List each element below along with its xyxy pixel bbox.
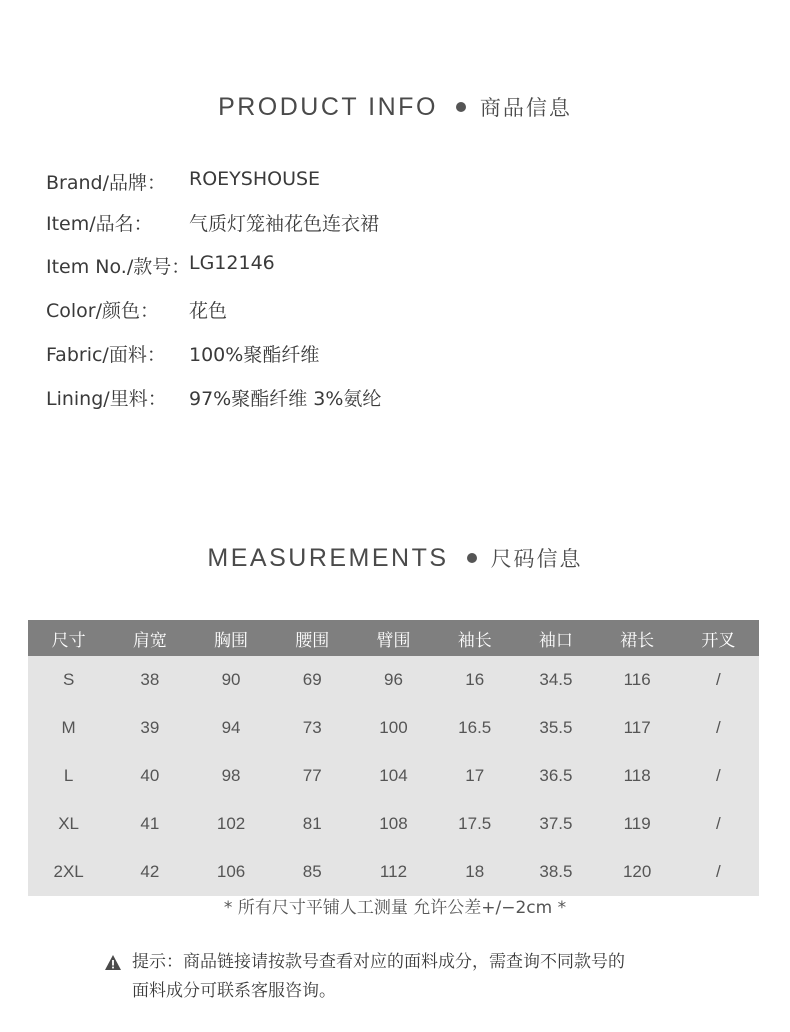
table-cell: 40 [109,752,190,800]
size-table [28,620,759,896]
table-cell: 94 [190,704,271,752]
product-info-title-zh: 商品信息 [479,96,572,120]
info-value: 97%聚酯纤维 3%氨纶 [189,388,382,410]
table-cell: L [28,752,109,800]
info-value: LG12146 [189,252,275,274]
table-cell: XL [28,800,109,848]
table-row [28,848,759,896]
info-key: Fabric/面料： [46,344,166,366]
product-info-title [0,92,790,122]
table-cell: 77 [272,752,353,800]
table-cell: M [28,704,109,752]
table-cell: 37.5 [515,800,596,848]
table-cell: 17 [434,752,515,800]
table-cell: 118 [597,752,678,800]
col-header-sleeve-length: 袖长 [434,620,515,656]
col-header-shoulder: 肩宽 [109,620,190,656]
info-value: ROEYSHOUSE [189,168,321,190]
table-cell: 120 [597,848,678,896]
table-cell: 42 [109,848,190,896]
info-key: Brand/品牌： [46,172,166,194]
table-cell: 100 [353,704,434,752]
info-key: Item/品名： [46,213,153,235]
table-cell: 96 [353,656,434,704]
warning-icon [104,954,122,972]
table-cell: 108 [353,800,434,848]
info-value: 100%聚酯纤维 [189,344,320,366]
bullet-dot [456,102,466,112]
table-cell: 38 [109,656,190,704]
size-table-header-row [28,620,759,656]
table-cell: 104 [353,752,434,800]
measurements-title [0,543,790,573]
table-cell: 16.5 [434,704,515,752]
col-header-waist: 腰围 [272,620,353,656]
table-cell: 117 [597,704,678,752]
table-cell: 119 [597,800,678,848]
table-cell: / [678,752,759,800]
info-value: 花色 [189,300,228,322]
table-cell: / [678,848,759,896]
table-row [28,800,759,848]
table-cell: 112 [353,848,434,896]
table-row [28,752,759,800]
table-cell: 36.5 [515,752,596,800]
measurements-title-en: MEASUREMENTS [207,543,449,572]
measurements-title-zh: 尺码信息 [490,547,583,571]
table-cell: 38.5 [515,848,596,896]
product-info-title-en: PRODUCT INFO [218,92,438,121]
info-key: Color/颜色： [46,300,160,322]
table-cell: 2XL [28,848,109,896]
col-header-bust: 胸围 [190,620,271,656]
table-cell: 35.5 [515,704,596,752]
table-cell: 106 [190,848,271,896]
table-cell: 34.5 [515,656,596,704]
table-cell: / [678,800,759,848]
col-header-slit: 开叉 [678,620,759,656]
table-cell: 81 [272,800,353,848]
table-cell: 18 [434,848,515,896]
warning-text-line2: 面料成分可联系客服咨询。 [132,981,336,1001]
col-header-arm: 臂围 [353,620,434,656]
table-cell: / [678,656,759,704]
info-value: 气质灯笼袖花色连衣裙 [189,213,380,235]
col-header-dress-length: 裙长 [597,620,678,656]
table-cell: 85 [272,848,353,896]
info-key: Lining/里料： [46,388,167,410]
table-row [28,704,759,752]
table-cell: 116 [597,656,678,704]
measurement-note: * 所有尺寸平铺人工测量 允许公差+/−2cm * [223,898,567,918]
table-cell: / [678,704,759,752]
bullet-dot [467,553,477,563]
col-header-cuff: 袖口 [515,620,596,656]
table-cell: 41 [109,800,190,848]
table-cell: 17.5 [434,800,515,848]
table-cell: 69 [272,656,353,704]
table-cell: S [28,656,109,704]
table-cell: 16 [434,656,515,704]
table-cell: 39 [109,704,190,752]
warning-text-line1: 提示：商品链接请按款号查看对应的面料成分，需查询不同款号的 [132,952,625,972]
table-cell: 102 [190,800,271,848]
table-row [28,656,759,704]
table-cell: 98 [190,752,271,800]
col-header-size: 尺寸 [28,620,109,656]
info-key: Item No./款号： [46,256,191,278]
table-cell: 90 [190,656,271,704]
table-cell: 73 [272,704,353,752]
